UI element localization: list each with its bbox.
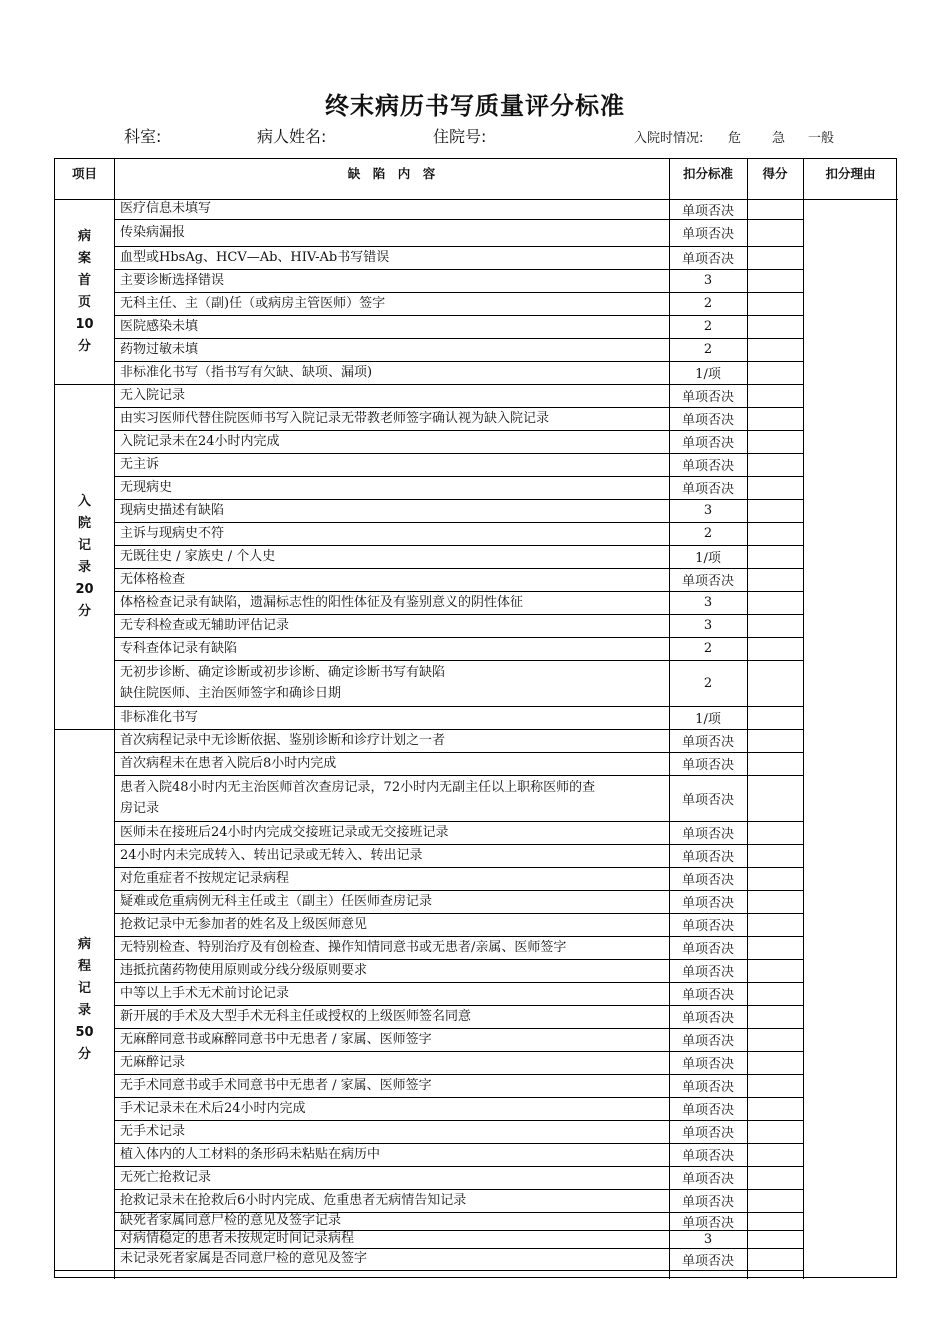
score-cell[interactable] <box>747 729 803 752</box>
deduction-standard: 单项否决 <box>681 873 734 888</box>
deduction-standard: 单项否决 <box>681 735 734 750</box>
deduction-standard: 1/项 <box>695 712 721 727</box>
score-cell[interactable] <box>747 913 803 936</box>
score-cell[interactable] <box>747 476 803 499</box>
score-cell[interactable] <box>747 1097 803 1120</box>
deduction-standard: 3 <box>703 618 713 633</box>
score-cell[interactable] <box>747 1074 803 1097</box>
defect-text: 现病史描述有缺陷 <box>120 503 225 518</box>
score-cell[interactable] <box>747 1212 803 1230</box>
status-option-critical: 危 <box>728 131 742 146</box>
defect-text: 首次病程记录中无诊断依据、鉴别诊断和诊疗计划之一者 <box>120 733 446 748</box>
deduction-standard: 单项否决 <box>681 1080 734 1095</box>
deduction-standard: 单项否决 <box>681 792 734 808</box>
deduction-standard: 1/项 <box>695 551 721 566</box>
score-cell[interactable] <box>747 867 803 890</box>
defect-text: 无主诉 <box>120 457 160 472</box>
score-cell[interactable] <box>747 522 803 545</box>
section-label-char: 录 <box>77 559 91 575</box>
defect-text: 无手术记录 <box>120 1124 186 1139</box>
defect-text: 疑难或危重病例无科主任或主（副主）任医师查房记录 <box>120 894 433 909</box>
defect-text: 对危重症者不按规定记录病程 <box>120 871 290 886</box>
section-label-char: 案 <box>77 250 91 266</box>
score-cell[interactable] <box>747 1028 803 1051</box>
page-title: 终末病历书写质量评分标准 <box>325 92 625 120</box>
defect-text: 医师未在接班后24小时内完成交接班记录或无交接班记录 <box>120 825 449 840</box>
deduction-standard: 单项否决 <box>681 850 734 865</box>
defect-text: 专科查体记录有缺陷 <box>120 641 238 656</box>
admission-number-label: 住院号: <box>433 127 487 146</box>
defect-text: 对病情稳定的患者未按规定时间记录病程 <box>120 1231 355 1246</box>
deduction-standard: 单项否决 <box>681 1195 734 1210</box>
defect-text: 主要诊断选择错误 <box>120 273 225 288</box>
department-label: 科室: <box>124 127 162 146</box>
defect-text: 血型或HbsAg、HCV—Ab、HIV-Ab书写错误 <box>120 250 390 265</box>
deduction-standard: 3 <box>703 1231 713 1247</box>
score-cell[interactable] <box>747 1005 803 1028</box>
score-cell[interactable] <box>747 982 803 1005</box>
defect-text-line: 患者入院48小时内无主治医师首次查房记录，72小时内无副主任以上职称医师的查 <box>120 780 596 795</box>
defect-text: 非标准化书写（指书写有欠缺、缺项、漏项) <box>120 365 373 380</box>
deduction-standard: 单项否决 <box>681 1103 734 1118</box>
score-cell[interactable] <box>747 246 803 269</box>
column-header-defect: 缺 陷 内 容 <box>347 166 436 181</box>
deduction-standard: 单项否决 <box>681 436 734 451</box>
section-label-char: 病 <box>77 936 91 952</box>
deduction-standard: 单项否决 <box>681 203 734 219</box>
deduction-standard: 单项否决 <box>681 1057 734 1072</box>
scoring-table <box>54 158 897 1278</box>
deduction-standard: 单项否决 <box>681 1215 734 1230</box>
column-header-score: 得分 <box>762 166 788 181</box>
score-cell[interactable] <box>747 453 803 476</box>
score-cell[interactable] <box>747 1051 803 1074</box>
defect-text <box>114 660 669 706</box>
defect-text: 入院记录未在24小时内完成 <box>120 434 280 449</box>
defect-text: 无特别检查、特别治疗及有创检查、操作知情同意书或无患者/亲属、医师签字 <box>120 940 567 955</box>
defect-text: 未记录死者家属是否同意尸检的意见及签字 <box>120 1251 368 1266</box>
score-cell[interactable] <box>747 269 803 292</box>
defect-text: 违抵抗菌药物使用原则或分线分级原则要求 <box>120 963 368 978</box>
deduction-standard: 单项否决 <box>681 413 734 428</box>
deduction-standard: 单项否决 <box>681 1126 734 1141</box>
deduction-standard: 单项否决 <box>681 574 734 589</box>
section-label-char: 分 <box>77 603 91 619</box>
defect-text: 无入院记录 <box>120 388 186 403</box>
deduction-standard: 单项否决 <box>681 827 734 842</box>
section-label <box>55 384 114 729</box>
section-label-char: 页 <box>77 294 91 310</box>
defect-text: 无既往史 / 家族史 / 个人史 <box>120 549 276 564</box>
column-header-standard: 扣分标准 <box>682 166 733 181</box>
deduction-standard: 单项否决 <box>681 390 734 405</box>
score-cell[interactable] <box>747 1230 803 1248</box>
section-label-char: 程 <box>77 958 91 974</box>
defect-text: 首次病程未在患者入院后8小时内完成 <box>120 756 337 771</box>
section-label-char: 首 <box>77 272 91 288</box>
column-divider <box>669 159 670 1279</box>
score-cell[interactable] <box>747 959 803 982</box>
score-cell[interactable] <box>747 775 803 821</box>
score-cell[interactable] <box>747 1120 803 1143</box>
status-option-general: 一般 <box>808 131 835 146</box>
column-header-reason: 扣分理由 <box>825 166 876 181</box>
deduction-standard: 2 <box>703 342 713 357</box>
defect-text: 手术记录未在术后24小时内完成 <box>120 1101 306 1116</box>
score-cell[interactable] <box>747 430 803 453</box>
column-header-item: 项目 <box>71 166 97 181</box>
defect-text: 新开展的手术及大型手术无科主任或授权的上级医师签名同意 <box>120 1009 472 1024</box>
deduction-standard: 3 <box>703 595 713 610</box>
score-cell[interactable] <box>747 591 803 614</box>
score-cell[interactable] <box>747 361 803 384</box>
section-label <box>55 729 114 1270</box>
column-divider <box>747 159 748 1279</box>
defect-text: 体格检查记录有缺陷，遗漏标志性的阳性体征及有鉴别意义的阴性体征 <box>120 595 524 610</box>
section-label-char: 病 <box>77 228 91 244</box>
section-label-char: 50 <box>75 1024 94 1040</box>
defect-text: 24小时内未完成转入、转出记录或无转入、转出记录 <box>120 848 423 863</box>
deduction-standard: 单项否决 <box>681 896 734 911</box>
score-cell[interactable] <box>747 821 803 844</box>
deduction-standard: 单项否决 <box>681 919 734 934</box>
score-cell[interactable] <box>747 706 803 729</box>
deduction-standard: 单项否决 <box>681 1149 734 1164</box>
score-cell[interactable] <box>747 199 803 219</box>
defect-text: 植入体内的人工材料的条形码未粘贴在病历中 <box>120 1147 381 1162</box>
defect-text: 中等以上手术无术前讨论记录 <box>120 986 290 1001</box>
defect-text: 药物过敏未填 <box>120 342 199 357</box>
deduction-standard: 单项否决 <box>681 1011 734 1026</box>
column-divider <box>114 159 115 1279</box>
defect-text: 主诉与现病史不符 <box>120 526 225 541</box>
score-cell[interactable] <box>747 292 803 315</box>
section-label-char: 录 <box>77 1002 91 1018</box>
deduction-standard: 单项否决 <box>681 459 734 474</box>
score-cell[interactable] <box>747 936 803 959</box>
defect-text: 无手术同意书或手术同意书中无患者 / 家属、医师签字 <box>120 1078 432 1093</box>
deduction-standard: 单项否决 <box>681 965 734 980</box>
deduction-standard: 单项否决 <box>681 1172 734 1187</box>
score-cell[interactable] <box>747 545 803 568</box>
score-cell[interactable] <box>747 407 803 430</box>
deduction-standard: 单项否决 <box>681 942 734 957</box>
score-cell[interactable] <box>747 844 803 867</box>
row-divider <box>114 1270 803 1271</box>
score-cell[interactable] <box>747 1166 803 1189</box>
deduction-standard: 3 <box>703 273 713 288</box>
section-label-char: 院 <box>77 515 91 531</box>
defect-text: 抢救记录未在抢救后6小时内完成、危重患者无病情告知记录 <box>120 1193 467 1208</box>
section-label-char: 分 <box>77 1046 91 1062</box>
score-cell[interactable] <box>747 660 803 706</box>
deduction-standard: 2 <box>703 641 713 656</box>
defect-text: 抢救记录中无参加者的姓名及上级医师意见 <box>120 917 368 932</box>
defect-text: 无专科检查或无辅助评估记录 <box>120 618 290 633</box>
deduction-standard: 3 <box>703 503 713 518</box>
score-cell[interactable] <box>747 315 803 338</box>
deduction-standard: 单项否决 <box>681 988 734 1003</box>
defect-text: 无麻醉同意书或麻醉同意书中无患者 / 家属、医师签字 <box>120 1032 432 1047</box>
score-cell[interactable] <box>747 384 803 407</box>
section-label-char: 10 <box>75 316 94 332</box>
admission-status-label: 入院时情况: <box>634 131 704 146</box>
score-cell[interactable] <box>747 568 803 591</box>
patient-name-label: 病人姓名: <box>257 127 327 146</box>
score-cell[interactable] <box>747 890 803 913</box>
deduction-standard: 单项否决 <box>681 482 734 497</box>
deduction-standard: 2 <box>703 296 713 311</box>
defect-text-line: 房记录 <box>120 801 160 816</box>
deduction-standard: 2 <box>703 675 713 691</box>
deduction-standard: 1/项 <box>695 367 721 382</box>
score-cell[interactable] <box>747 752 803 775</box>
defect-text: 无麻醉记录 <box>120 1055 186 1070</box>
defect-text: 传染病漏报 <box>120 225 186 240</box>
score-cell[interactable] <box>747 614 803 637</box>
deduction-standard: 2 <box>703 526 713 541</box>
deduction-standard: 单项否决 <box>681 758 734 773</box>
score-cell[interactable] <box>747 219 803 246</box>
score-cell[interactable] <box>747 1189 803 1212</box>
section-label-char: 20 <box>75 581 94 597</box>
defect-text: 无死亡抢救记录 <box>120 1170 212 1185</box>
defect-text: 缺死者家属同意尸检的意见及签字记录 <box>120 1213 342 1228</box>
defect-text: 无现病史 <box>120 480 173 495</box>
deduction-standard: 单项否决 <box>681 227 734 242</box>
section-label-char: 分 <box>77 338 91 354</box>
deduction-standard: 2 <box>703 319 713 334</box>
deduction-standard: 单项否决 <box>681 1034 734 1049</box>
section-label-char: 入 <box>77 493 91 509</box>
reason-cell[interactable] <box>803 199 898 1279</box>
defect-text: 医疗信息未填写 <box>120 201 212 216</box>
deduction-standard: 单项否决 <box>681 252 734 267</box>
score-cell[interactable] <box>747 499 803 522</box>
section-label-char: 记 <box>77 980 91 996</box>
section-label-char: 记 <box>77 537 91 553</box>
defect-text: 由实习医师代替住院医师书写入院记录无带教老师签字确认视为缺入院记录 <box>120 411 550 426</box>
deduction-standard: 单项否决 <box>681 1253 734 1269</box>
status-option-urgent: 急 <box>772 131 786 146</box>
score-cell[interactable] <box>747 1143 803 1166</box>
score-cell[interactable] <box>747 637 803 660</box>
section-divider <box>55 1270 114 1271</box>
defect-text-line: 缺住院医师、主治医师签字和确诊日期 <box>120 686 342 701</box>
defect-text <box>114 775 669 821</box>
defect-text-line: 无初步诊断、确定诊断或初步诊断、确定诊断书写有缺陷 <box>120 665 446 680</box>
score-cell[interactable] <box>747 338 803 361</box>
defect-text: 无体格检查 <box>120 572 186 587</box>
score-cell[interactable] <box>747 1248 803 1270</box>
section-label <box>55 199 114 384</box>
defect-text: 无科主任、主（副)任（或病房主管医师）签字 <box>120 296 386 311</box>
defect-text: 医院感染未填 <box>120 319 199 334</box>
defect-text: 非标准化书写 <box>120 710 199 725</box>
